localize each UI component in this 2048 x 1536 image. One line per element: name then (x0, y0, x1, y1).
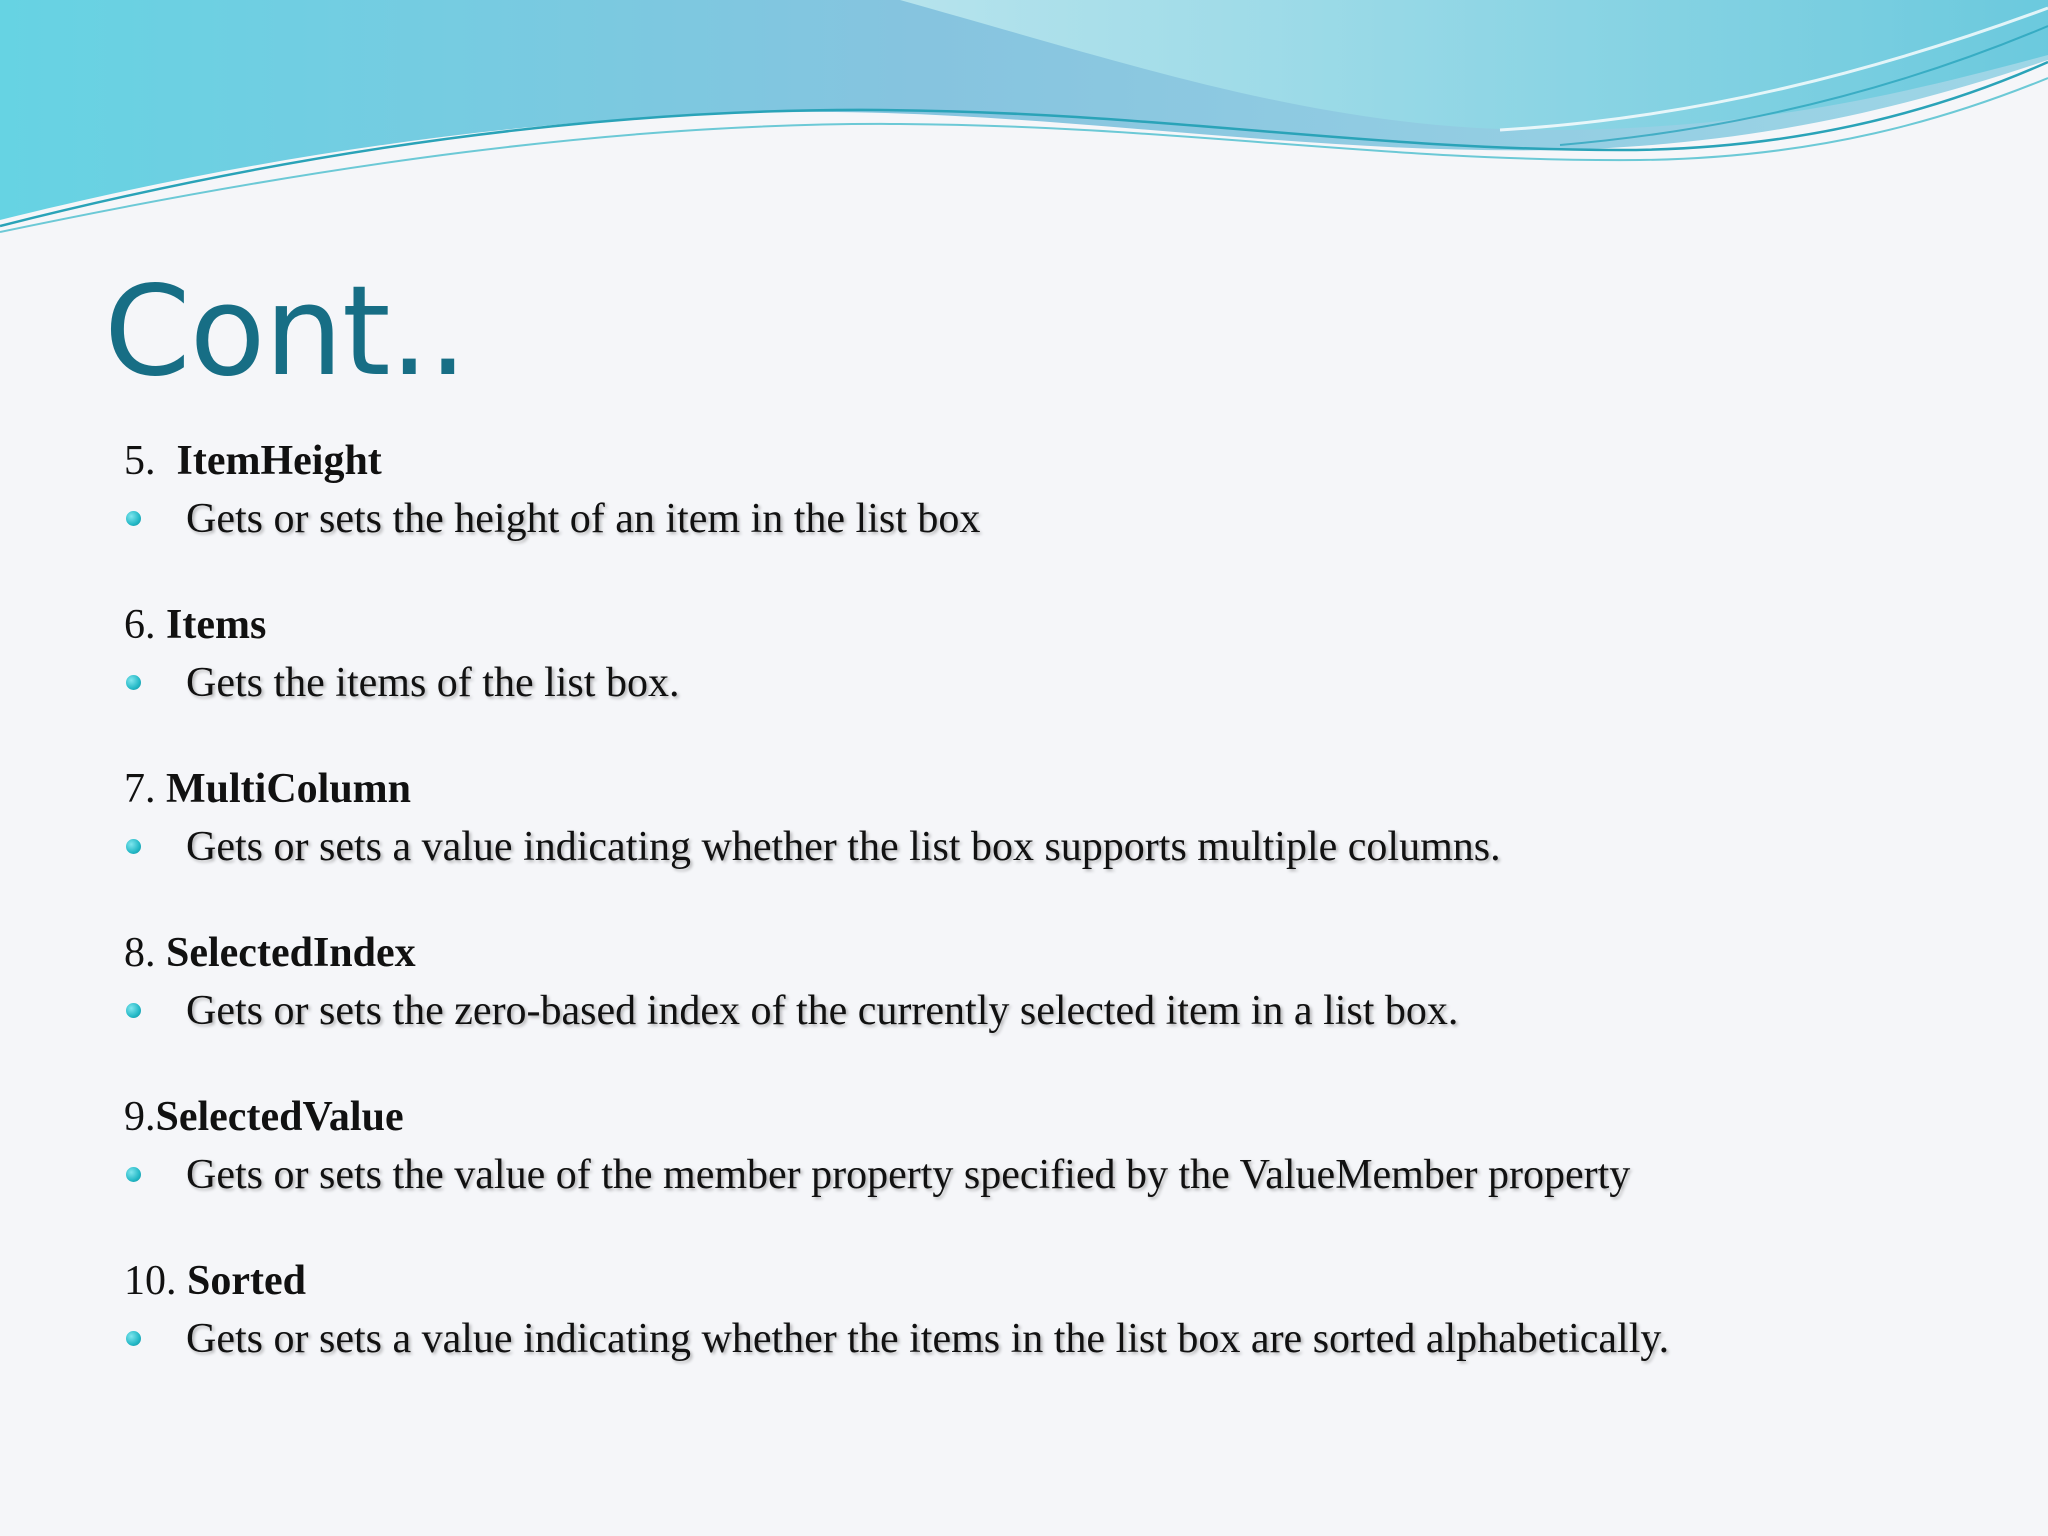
property-heading (124, 1088, 1984, 1146)
property-name: SelectedValue (155, 1094, 404, 1140)
property-name: SelectedIndex (166, 930, 416, 976)
bullet-icon (126, 839, 141, 854)
property-number: 7. (124, 766, 166, 812)
property-item-sorted (124, 1252, 1984, 1416)
property-item-selectedindex (124, 924, 1984, 1088)
property-number: 8. (124, 930, 166, 976)
property-description (124, 490, 1984, 548)
property-description (124, 818, 1984, 876)
property-heading (124, 432, 1984, 490)
property-number: 6. (124, 602, 166, 648)
bullet-icon (126, 1003, 141, 1018)
property-number: 5. (124, 438, 177, 484)
property-heading (124, 924, 1984, 982)
property-description-text: Gets or sets the height of an item in the list box (186, 496, 981, 542)
property-description (124, 654, 1984, 712)
property-number: 9. (124, 1094, 156, 1140)
property-name: ItemHeight (176, 438, 382, 484)
bullet-icon (126, 675, 141, 690)
property-item-items (124, 596, 1984, 760)
property-description-text: Gets or sets a value indicating whether the list box supports multiple columns. (186, 824, 1501, 870)
bullet-icon (126, 511, 141, 526)
slide-title: Cont.. (104, 260, 467, 404)
property-item-multicolumn (124, 760, 1984, 924)
bullet-icon (126, 1167, 141, 1182)
property-heading (124, 760, 1984, 818)
property-name: MultiColumn (166, 766, 412, 812)
property-description-text: Gets or sets the zero-based index of the currently selected item in a list box. (186, 988, 1459, 1034)
bullet-icon (126, 1331, 141, 1346)
property-description (124, 1310, 1984, 1368)
property-description (124, 1146, 1984, 1204)
property-name: Sorted (187, 1258, 306, 1304)
property-number: 10. (124, 1258, 187, 1304)
property-heading (124, 596, 1984, 654)
property-list (124, 432, 1984, 1416)
property-description (124, 982, 1984, 1040)
property-item-selectedvalue (124, 1088, 1984, 1252)
property-description-text: Gets or sets a value indicating whether the items in the list box are sorted alphabetically. (186, 1316, 1670, 1362)
property-description-text: Gets or sets the value of the member property specified by the ValueMember property (186, 1152, 1631, 1198)
property-heading (124, 1252, 1984, 1310)
property-description-text: Gets the items of the list box. (186, 660, 680, 706)
property-item-itemheight (124, 432, 1984, 596)
property-name: Items (166, 602, 267, 648)
header-wave-decoration (0, 0, 2048, 240)
